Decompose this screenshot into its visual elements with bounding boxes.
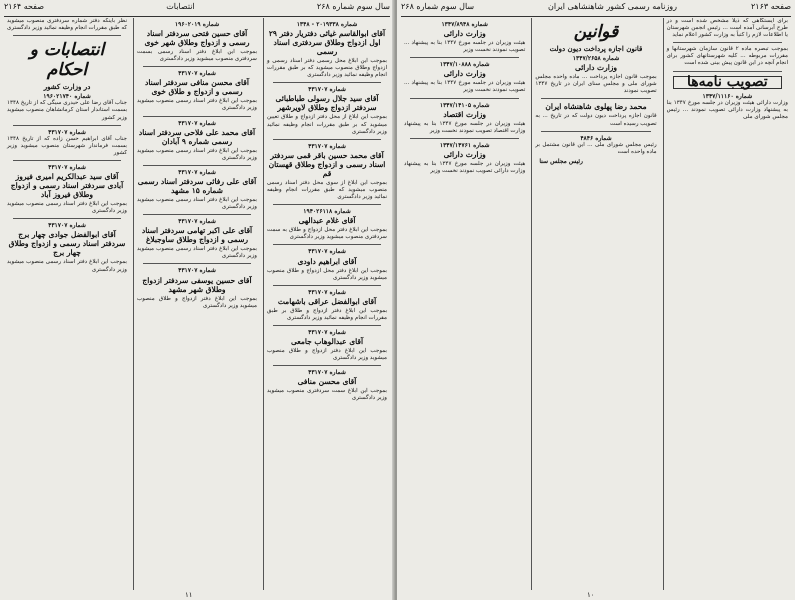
right-page-columns: [401, 18, 791, 590]
entry-number: شماره ۱۳۴۷/۱۱۱۶۰: [702, 92, 753, 100]
entry-number: شماره ۴۳۱۷۰۷: [308, 369, 346, 377]
entry-title: وزارت دارائی: [443, 149, 486, 159]
entry-body: بموجب این ابلاغ دفتر ازدواج و طلاق منصوب میشوید وزیر دادگستری: [267, 348, 387, 362]
entry-number: شماره ۴۳۱۷۰۷: [178, 218, 216, 226]
right-header-issue: سال سوم شماره ۲۶۸: [401, 2, 475, 11]
entry-number: شماره ۴۳۱۷۰۷: [178, 70, 216, 78]
entry-number: شماره ۴۳۱۷۰۷: [48, 222, 86, 230]
left-column-2: [133, 18, 260, 590]
entry-body: بموجب این ابلاغ دفتر اسناد رسمی منصوب میشوید وزیر دادگستری: [137, 147, 257, 161]
entry-title: آقای ابراهیم داودی: [297, 256, 357, 266]
entry-title: آقای محسن منافی سردفتر اسناد رسمی و ازدواج و طلاق خوی: [145, 78, 249, 97]
right-page: [397, 0, 795, 600]
entry-number: شماره ۴۳۱۷۰۷: [178, 119, 216, 127]
entry-body: بموجب این ابلاغ دفتر اسناد رسمی بسمت سردفتری منصوب میشوید وزیر دادگستری: [137, 49, 257, 63]
entry-body: بموجب این ابلاغ دفتر محل ازدواج و طلاق منصوب میشوید وزیر دادگستری: [267, 267, 387, 281]
entry-title: آقای عبدالوهاب جامعی: [290, 337, 364, 347]
entry-number: شماره ۴۳۱۷۰۷: [308, 86, 346, 94]
left-page-columns: [4, 18, 390, 590]
entry-number: شماره ۴۳۱۷۰۷: [178, 168, 216, 176]
entry-body: رئیس مجلس شورای ملی ... این قانون مشتمل بر ماده واحده است: [535, 141, 657, 155]
entry-number: شماره ۴۳۱۷۰۷: [178, 267, 216, 275]
entry-title: آقای سید جلال رسولی طباطبائی سردفتر ازدواج وطلاق لاویرشهر: [275, 94, 379, 113]
entry-number: شماره ۱۳۴۷/۲۶۵۸: [572, 55, 620, 63]
entry-divider: [410, 98, 519, 99]
entry-number: شماره ۴۳۱۷۰۷: [308, 248, 346, 256]
entry-divider: [541, 98, 650, 99]
entry-body: بموجب این ابلاغ دفتر اسناد رسمی منصوب میشوید وزیر دادگستری: [7, 259, 127, 273]
left-column-1: [263, 18, 390, 590]
entry-divider: [673, 42, 782, 43]
entry-divider: [273, 82, 381, 83]
section-heading: قوانین: [573, 22, 619, 42]
left-header-issue: سال سوم شماره ۲۶۸: [316, 2, 390, 11]
entry-number: شماره ۴۳۱۷۰۷: [308, 288, 346, 296]
entry-body: جناب آقای رضا علی حیدری سیگی که از تاریخ ۱۳۴۸ بسمت استاندار استان کرمانشاهان منصوب میشوید وزیر کشور: [7, 100, 127, 121]
right-page-header: [401, 2, 791, 17]
left-page: [0, 0, 395, 600]
entry-divider: [273, 285, 381, 286]
entry-divider: [13, 125, 121, 126]
entry-body: هیئت وزیران در جلسه مورخ ۱۳۴۷ بنا به پیشنهاد ... تصویب نمودند نخست وزیر: [404, 40, 526, 54]
entry-divider: [143, 214, 251, 215]
entry-title: وزارت دارائی: [443, 29, 486, 39]
entry-title: وزارت دارائی: [574, 63, 618, 73]
entry-body: قانون اجازه پرداخت دیون دولت که در تاریخ ... به تصویب رسیده است: [535, 113, 657, 127]
right-header-page-number: صفحه ۲۱۶۳: [750, 2, 791, 11]
entry-number: شماره ۱۹۶۰۲۰۱۹: [174, 21, 220, 28]
entry-body: بموجب قانون اجازه پرداخت ... ماده واحده مجلس شورای ملی و مجلس سنای ایران در تاریخ ۱۳۴۷ تصویب نمودند: [535, 74, 657, 95]
entry-number: شماره ۴۳۱۷۰۷: [48, 164, 86, 172]
entry-divider: [143, 165, 251, 166]
entry-divider: [13, 160, 121, 161]
entry-body: هیئت وزیران در جلسه مورخ ۱۳۴۷ بنا به پیشنهاد وزارت اقتصاد تصویب نمودند نخست وزیر: [404, 120, 526, 134]
entry-title: وزارت دارائی: [443, 69, 486, 79]
entry-body: بموجب این ابلاغ محل رسمی دفتر اسناد رسمی و ازدواج وطلاق منصوب میشوید که بر طبق مقررات انجام وظیفه نمائید وزیر دادگستری: [267, 58, 387, 79]
entry-number: شماره ۱۳۴۷/۱۴۱۰۵: [439, 101, 490, 109]
left-header-page-number: صفحه ۲۱۶۴: [4, 2, 45, 11]
entry-title: محمد رضا پهلوی شاهنشاه ایران: [545, 102, 647, 112]
entry-divider: [541, 131, 650, 132]
entry-body: بموجب این ابلاغ از محل دفتر ازدواج و طلاق تعیین میشوید که بر طبق مقررات انجام وظیفه نمائید وزیر دادگستری: [267, 114, 387, 135]
entry-number: شماره ۱۳۴۷/۱۴۷۶۱: [439, 141, 490, 149]
entry-divider: [273, 365, 381, 366]
entry-title: آقای ابوالفضل عراقی باشهامت: [277, 296, 377, 306]
entry-title: آقای محمد علی فلاحی سردفتر اسناد رسمی شماره ۹ آبادان: [138, 127, 256, 146]
column-top-text: نظر باینکه دفتر شماره سردفتری منصوب میشوید که طبق مقررات انجام وظیفه نمائید وزیر دادگستری: [7, 18, 127, 32]
entry-divider: [273, 244, 381, 245]
entry-body: بموجب تبصره ماده ۲ قانون سازمان شهرستانها و مقررات مربوطه ... کلیه شهرستانهای کشور برای انجام آنچه در این قانون پیش بینی شده است: [666, 46, 788, 67]
entry-divider: [143, 116, 251, 117]
entry-body: بموجب این ابلاغ دفتر اسناد رسمی منصوب میشوید وزیر دادگستری: [7, 201, 127, 215]
entry-number: شماره ۱۹۶۰۲۱۷۴۰: [43, 93, 91, 101]
entry-number: شماره ۴۳۱۷۰۷: [48, 128, 86, 136]
entry-title: آقای سید عبدالکریم امیری فیروز آبادی سردفتر اسناد رسمی و ازدواج وطلاق فیروز آباد: [10, 172, 124, 200]
left-page-bottom-number: ۱۱: [185, 591, 193, 599]
entry-divider: [273, 204, 381, 205]
section-subheading: در وزارت کشور: [43, 82, 91, 92]
left-column-3: [4, 18, 130, 590]
right-page-bottom-number: ۱۰: [587, 591, 595, 599]
entry-number: شماره ۱۹۴۰۲۶۱۱۸: [303, 208, 351, 216]
entry-body: بموجب این ابلاغ دفتر ازدواج و طلاق منصوب میشوید وزیر دادگستری: [137, 295, 257, 309]
entry-divider: [273, 325, 381, 326]
entry-divider: [13, 35, 121, 36]
entry-body: بموجب این ابلاغ دفتر اسناد رسمی منصوب میشوید وزیر دادگستری: [137, 246, 257, 260]
left-page-header: [4, 2, 390, 17]
entry-body: بموجب این ابلاغ از سوی محل دفتر اسناد رسمی منصوب میشوید که طبق مقررات انجام وظیفه نمائید وزیر دادگستری: [267, 179, 387, 201]
entry-body: بموجب این ابلاغ دفتر اسناد رسمی منصوب میشوید وزیر دادگستری: [137, 98, 257, 112]
entry-body: برای ایستگاهی که ذیلاً مشخص شده است و در طرح آبرسانی آمده است ... رئیس انجمن شهرستان یا اطلاعات لازم را کتباً به وزارت کشور اعلام نماید: [666, 18, 788, 39]
entry-body: هیئت وزیران در جلسه مورخ ۱۳۴۷ بنا به پیشنهاد ... تصویب نمودند نخست وزیر: [404, 80, 526, 94]
entry-divider: [410, 138, 519, 139]
entry-divider: [410, 57, 519, 58]
entry-title: آقای علی رفائی سردفتر اسناد رسمی شماره ۱۵ مشهد: [137, 176, 257, 195]
entry-body: بموجب این ابلاغ دفتر محل ازدواج و طلاق به سمت سردفتری منصوب میشوید وزیر دادگستری: [267, 227, 387, 241]
boxed-section-heading: تصویب نامه‌ها: [673, 76, 782, 89]
entry-title: آقای محسن منافی: [297, 377, 357, 387]
entry-body: بموجب این ابلاغ سمت سردفتری منصوب میشوید وزیر دادگستری: [267, 388, 387, 402]
entry-body: وزارت دارائی هیئت وزیران در جلسه مورخ ۱۳۴۷ بنا به پیشنهاد وزارت دارائی تصویب نمودند ... رئیس مجلس شورای ملی: [666, 99, 789, 120]
right-column-3: [401, 18, 528, 590]
entry-number: شماره ۴۸۴۶: [580, 134, 612, 142]
entry-divider: [143, 263, 251, 264]
entry-number: شماره ۴۳۱۷۰۷: [308, 328, 346, 336]
entry-title: آقای ابوالقاسم غیاثی دفتریار دفتر ۲۹ اول ازدواج وطلاق سردفتری اسناد رسمی: [268, 29, 386, 57]
entry-divider: [143, 66, 251, 67]
entry-number: شماره ۱۳۴۷/۱۰۸۸۸: [439, 61, 490, 69]
entry-body: جناب آقای ابراهیم حسن زاده که از تاریخ ۱۳۴۸ بسمت فرماندار شهرستان منصوب میشوید وزیر کشور: [7, 135, 127, 156]
entry-divider: [273, 139, 381, 140]
signature: رئیس مجلس سنا: [539, 157, 583, 165]
entry-body: هیئت وزیران در جلسه مورخ ۱۳۴۷ بنا به پیشنهاد وزارت دارائی تصویب نمودند نخست وزیر: [404, 160, 526, 175]
entry-title: آقای محمد حسین باقر قمی سردفتر اسناد رسمی و ازدواج وطلاق قهستان قم: [268, 150, 386, 178]
entry-divider: [13, 218, 121, 219]
right-column-2: [531, 18, 659, 590]
entry-title: آقای غلام عبدالهی: [298, 216, 356, 226]
section-subheading: قانون اجازه پرداخت دیون دولت: [549, 44, 643, 53]
entry-number: شماره ۲۰۱۹۳۳۸ - ۱۳۴۸: [296, 21, 358, 28]
entry-body: بموجب این ابلاغ دفتر اسناد رسمی منصوب میشوید وزیر دادگستری: [137, 196, 257, 211]
entry-title: آقای حسین یوسفی سردفتر ازدواج وطلاق شهر مشهد: [142, 275, 252, 294]
entry-title: وزارت اقتصاد: [443, 109, 487, 119]
entry-title: آقای حسین فتحی سردفتر اسناد رسمی و ازدواج وطلاق شهر خوی: [144, 29, 250, 48]
entry-number: شماره ۴۳۱۷۰۷: [308, 142, 346, 150]
entry-title: آقای ابوالفضل جوادی چهار برج سردفتر اسناد رسمی و ازدواج وطلاق چهار برج: [8, 230, 126, 258]
entry-body: بموجب این ابلاغ دفتر ازدواج و طلاق بر طبق مقررات انجام وظیفه نمائید وزیر دادگستری: [267, 307, 387, 321]
section-heading: انتصابات و احکام: [29, 40, 105, 81]
right-column-1: [663, 18, 791, 590]
entry-number: شماره ۱۳۴۷/۸۹۴۸: [441, 21, 488, 28]
entry-title: آقای علی اکبر تهامی سردفتر اسناد رسمی و ازدواج وطلاق ساوجبلاغ: [141, 226, 253, 245]
entry-divider: [673, 71, 782, 72]
left-header-section: انتصابات: [166, 2, 195, 11]
right-header-publication: روزنامه رسمی کشور شاهنشاهی ایران: [548, 2, 678, 11]
